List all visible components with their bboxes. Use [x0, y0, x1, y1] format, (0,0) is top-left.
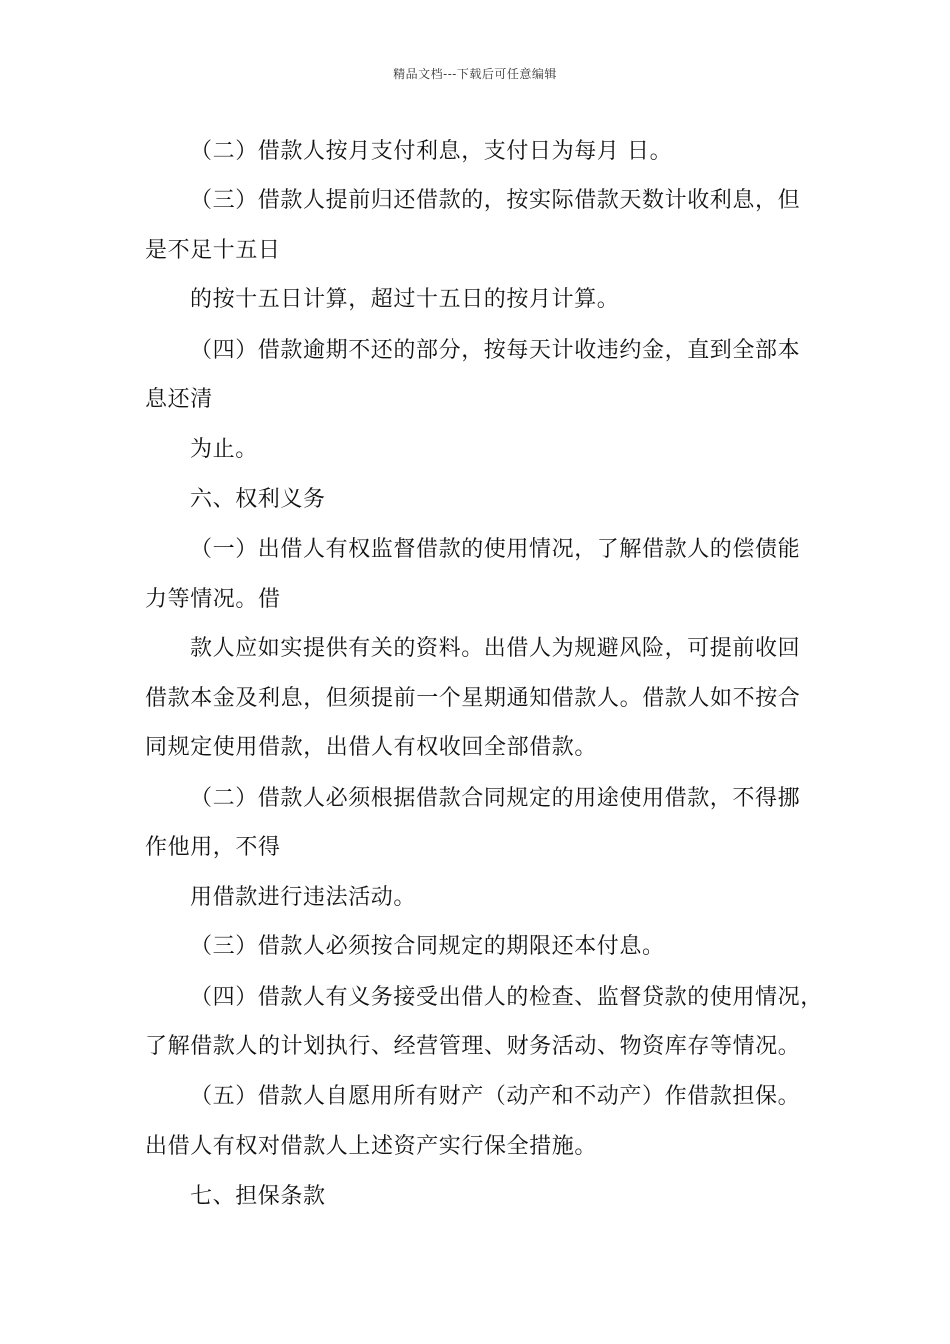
paragraph-line: （五）借款人自愿用所有财产（动产和不动产）作借款担保。 — [190, 1084, 801, 1109]
paragraph-line: 款人应如实提供有关的资料。出借人为规避风险，可提前收回 — [190, 636, 801, 661]
paragraph-line: 出借人有权对借款人上述资产实行保全措施。 — [145, 1134, 598, 1159]
section-heading: 七、担保条款 — [190, 1184, 326, 1209]
paragraph-line: 的按十五日计算，超过十五日的按月计算。 — [190, 287, 620, 312]
paragraph-line: （一）出借人有权监督借款的使用情况，了解借款人的偿债能 — [190, 537, 801, 562]
paragraph-line: （四）借款人有义务接受出借人的检查、监督贷款的使用情况， — [190, 985, 823, 1010]
paragraph-line: 是不足十五日 — [145, 238, 281, 263]
paragraph-line: 同规定使用借款，出借人有权收回全部借款。 — [145, 735, 598, 760]
paragraph-line: （三）借款人提前归还借款的，按实际借款天数计收利息，但 — [190, 188, 801, 213]
paragraph-line: 了解借款人的计划执行、经营管理、财务活动、物资库存等情况。 — [145, 1034, 801, 1059]
paragraph-line: （二）借款人按月支付利息，支付日为每月 日。 — [190, 139, 673, 164]
page-header: 精品文档---下载后可任意编辑 — [393, 67, 557, 81]
paragraph-line: 借款本金及利息，但须提前一个星期通知借款人。借款人如不按合 — [145, 686, 801, 711]
paragraph-line: （二）借款人必须根据借款合同规定的用途使用借款，不得挪 — [190, 786, 801, 811]
paragraph-line: 作他用，不得 — [145, 835, 281, 860]
paragraph-line: （三）借款人必须按合同规定的期限还本付息。 — [190, 934, 665, 959]
paragraph-line: 息还清 — [145, 387, 213, 412]
paragraph-line: （四）借款逾期不还的部分，按每天计收违约金，直到全部本 — [190, 338, 801, 363]
paragraph-line: 力等情况。借 — [145, 587, 281, 612]
paragraph-line: 为止。 — [190, 437, 258, 462]
paragraph-line: 用借款进行违法活动。 — [190, 885, 417, 910]
section-heading: 六、权利义务 — [190, 487, 326, 512]
